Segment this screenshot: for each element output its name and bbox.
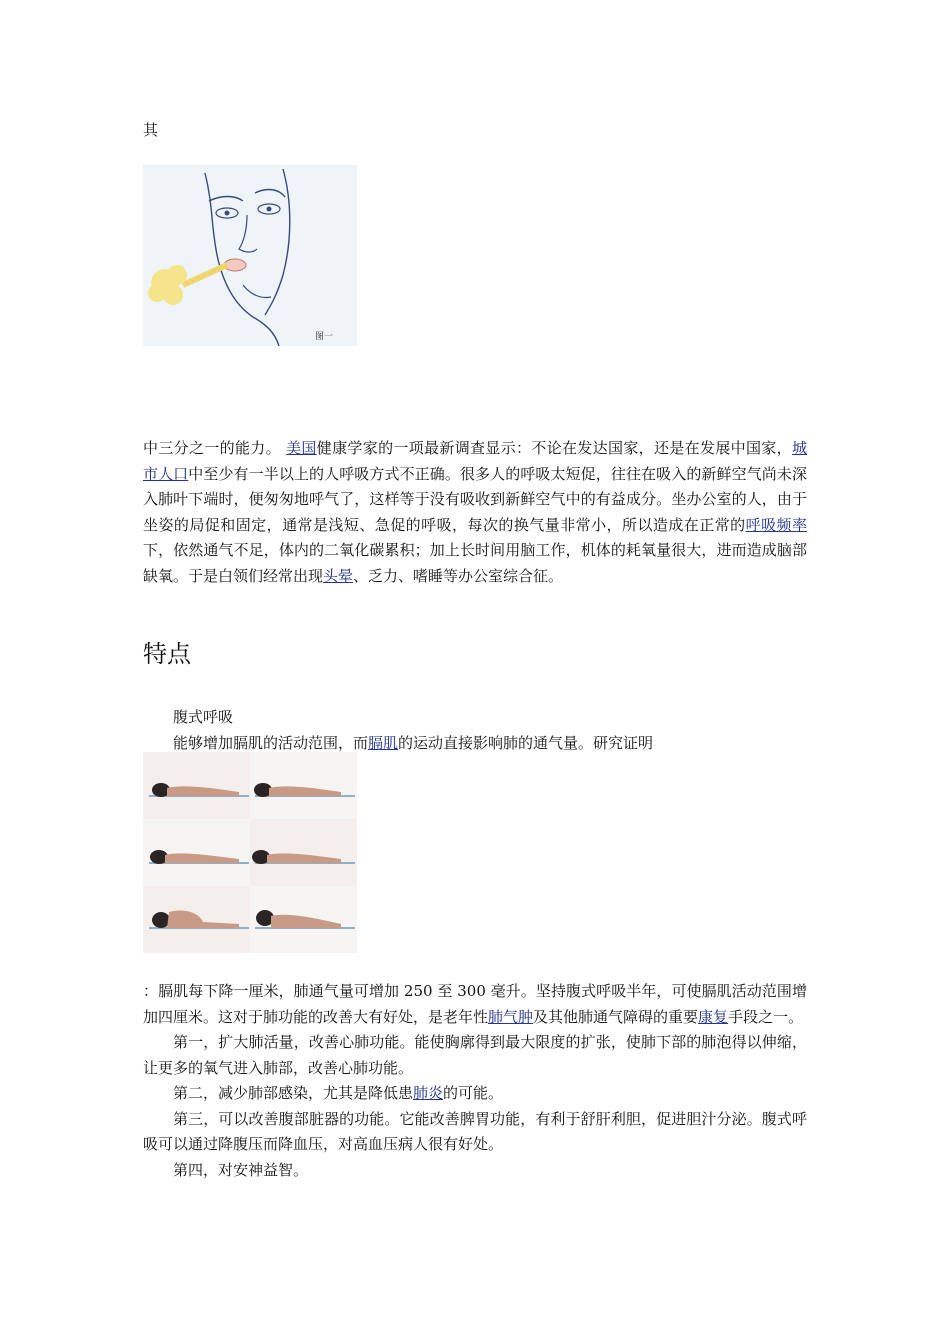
- point-3: 第三，可以改善腹部脏器的功能。它能改善脾胃功能，有利于舒肝利胆，促进胆汁分泌。腹式呼吸可以通过降腹压而降血压，对高血压病人很有好处。: [143, 1109, 807, 1153]
- text-span: 能够增加膈肌的活动范围，而: [173, 733, 369, 752]
- link-diaphragm[interactable]: 膈肌: [368, 733, 399, 752]
- text-fragment: 其: [143, 121, 159, 139]
- paragraph-intro: [143, 436, 807, 589]
- text-span: 健康学家的一项最新调查显示：不论在发达国家，还是在发展中国家，: [316, 439, 792, 457]
- body-paragraphs: [143, 979, 807, 1183]
- face-exhale-illustration: [143, 165, 357, 346]
- figure-breathing-poses: [143, 752, 357, 953]
- figure-face-exhale: [143, 165, 357, 346]
- text-span: 第二，减少肺部感染，尤其是降低患: [173, 1084, 414, 1102]
- text-span: 的可能。: [443, 1084, 504, 1102]
- point-4: 第四，对安神益智。: [173, 1160, 309, 1179]
- link-respiratory-rate[interactable]: 呼吸频率: [745, 515, 807, 534]
- link-pneumonia[interactable]: 肺炎: [413, 1084, 444, 1102]
- figure1-caption: 图一: [315, 332, 334, 342]
- text-span: 的运动直接影响肺的通气量。研究证明: [398, 733, 654, 752]
- link-rehabilitation[interactable]: 康复: [698, 1007, 729, 1026]
- link-dizziness[interactable]: 头晕: [323, 566, 354, 585]
- link-emphysema[interactable]: 肺气肿: [488, 1007, 534, 1026]
- text-span: 、乏力、嗜睡等办公室综合征。: [353, 566, 564, 585]
- text-span: 手段之一。: [728, 1007, 804, 1026]
- link-usa[interactable]: 美国: [286, 439, 317, 457]
- text-span: 及其他肺通气障碍的重要: [533, 1007, 699, 1026]
- link-urban-population[interactable]: 城市人口: [143, 439, 807, 483]
- subsection: [143, 705, 807, 756]
- section-heading: 特点: [143, 640, 191, 668]
- point-1: 第一，扩大肺活量，改善心肺功能。能使胸廓得到最大限度的扩张，使肺下部的肺泡得以伸缩，让更多的氧气进入肺部，改善心肺功能。: [143, 1033, 807, 1077]
- text-span: 中至少有一半以上的人呼吸方式不正确。很多人的呼吸太短促，往往在吸入的新鲜空气尚未深入肺叶下端时，便匆匆地呼气了，这样等于没有吸收到新鲜空气中的有益成分。坐办公室的人，由于坐姿的局促和固定，通常是浅短、急促的呼吸，每次的换气量非常小，所以造成在正常的: [143, 464, 807, 534]
- point-2: [143, 1081, 807, 1107]
- subsection-title: 腹式呼吸: [173, 708, 234, 726]
- text-span: 中三分之一的能力。: [143, 439, 287, 457]
- paragraph-diaphragm: [143, 979, 807, 1030]
- text-span: 下，依然通气不足，体内的二氧化碳累积；加上长时间用脑工作，机体的耗氧量很大，进而造成脑部缺氧。于是白领们经常出现: [143, 541, 807, 585]
- breathing-poses-photo: [143, 752, 357, 953]
- text-span: ：膈肌每下降一厘米，肺通气量可增加 250 至 300 毫升。坚持腹式呼吸半年，可使膈肌活动范围增加四厘米。这对于肺功能的改善大有好处，是老年性: [143, 982, 807, 1026]
